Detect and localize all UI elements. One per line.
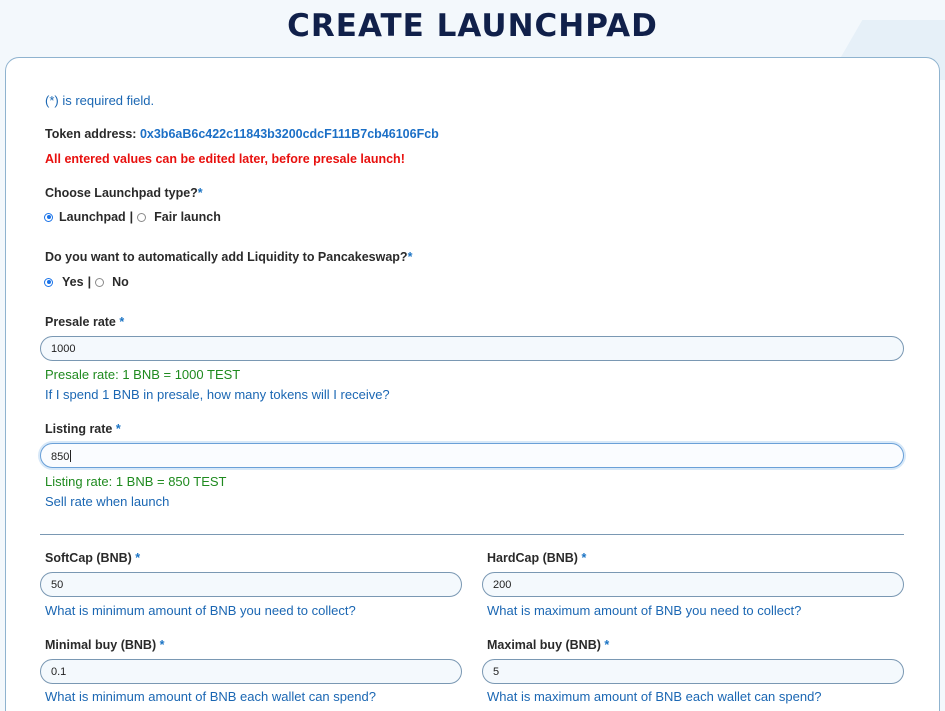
presale-rate-help: If I spend 1 BNB in presale, how many tokens will I receive?: [45, 387, 390, 402]
listing-rate-help: Sell rate when launch: [45, 494, 170, 509]
max-buy-help: What is maximum amount of BNB each wallet can spend?: [487, 689, 822, 704]
min-buy-help: What is minimum amount of BNB each wallet can spend?: [45, 689, 376, 704]
softcap-label: [45, 551, 140, 565]
radio-fair-launch-label[interactable]: Fair launch: [154, 210, 221, 224]
softcap-input[interactable]: 50: [40, 572, 462, 597]
token-address-label: Token address:: [45, 127, 137, 141]
required-star: *: [407, 250, 413, 264]
section-divider: [40, 534, 904, 535]
listing-rate-info: Listing rate: 1 BNB = 850 TEST: [45, 474, 227, 489]
option-separator: |: [129, 210, 134, 224]
min-buy-label-text: Minimal buy (BNB): [45, 638, 157, 652]
min-buy-label: [45, 638, 164, 652]
page-title: CREATE LAUNCHPAD: [287, 8, 658, 44]
radio-launchpad[interactable]: [44, 213, 53, 222]
launchpad-type-question-text: Choose Launchpad type?: [45, 186, 198, 200]
required-star: *: [115, 422, 121, 436]
text-cursor: [70, 450, 71, 462]
launchpad-form-card: [5, 57, 940, 711]
min-buy-input[interactable]: 0.1: [40, 659, 462, 684]
listing-rate-input-value: 850: [51, 451, 70, 463]
required-field-note: (*) is required field.: [45, 93, 155, 108]
launchpad-type-options: [44, 210, 221, 224]
radio-fair-launch[interactable]: [137, 213, 146, 222]
radio-yes-label[interactable]: Yes: [62, 275, 84, 289]
hardcap-label: [487, 551, 586, 565]
auto-liquidity-question-text: Do you want to automatically add Liquidity to Pancakeswap?: [45, 250, 408, 264]
token-address-value[interactable]: 0x3b6aB6c422c11843b3200cdcF111B7cb46106Fcb: [139, 127, 439, 141]
hardcap-label-text: HardCap (BNB): [487, 551, 578, 565]
hardcap-help: What is maximum amount of BNB you need to collect?: [487, 603, 802, 618]
softcap-label-text: SoftCap (BNB): [45, 551, 132, 565]
presale-rate-info: Presale rate: 1 BNB = 1000 TEST: [45, 367, 241, 382]
required-star: *: [581, 551, 587, 565]
auto-liquidity-question: [45, 250, 412, 264]
radio-no-label[interactable]: No: [112, 275, 129, 289]
token-address-row: [45, 127, 439, 141]
edit-warning: All entered values can be edited later, before presale launch!: [45, 152, 405, 166]
softcap-help: What is minimum amount of BNB you need to collect?: [45, 603, 356, 618]
listing-rate-label: [45, 422, 121, 436]
hardcap-input[interactable]: 200: [482, 572, 904, 597]
radio-yes[interactable]: [44, 278, 53, 287]
max-buy-label-text: Maximal buy (BNB): [487, 638, 601, 652]
auto-liquidity-options: [44, 275, 129, 289]
required-star: *: [197, 186, 203, 200]
required-star: *: [159, 638, 165, 652]
required-star: *: [604, 638, 610, 652]
listing-rate-input[interactable]: [40, 443, 904, 468]
presale-rate-label-text: Presale rate: [45, 315, 116, 329]
presale-rate-input[interactable]: 1000: [40, 336, 904, 361]
radio-no[interactable]: [95, 278, 104, 287]
max-buy-label: [487, 638, 609, 652]
required-star: *: [135, 551, 141, 565]
presale-rate-label: [45, 315, 124, 329]
max-buy-input[interactable]: 5: [482, 659, 904, 684]
option-separator: |: [87, 275, 92, 289]
listing-rate-label-text: Listing rate: [45, 422, 113, 436]
launchpad-type-question: [45, 186, 203, 200]
required-star: *: [119, 315, 125, 329]
radio-launchpad-label[interactable]: Launchpad: [59, 210, 126, 224]
